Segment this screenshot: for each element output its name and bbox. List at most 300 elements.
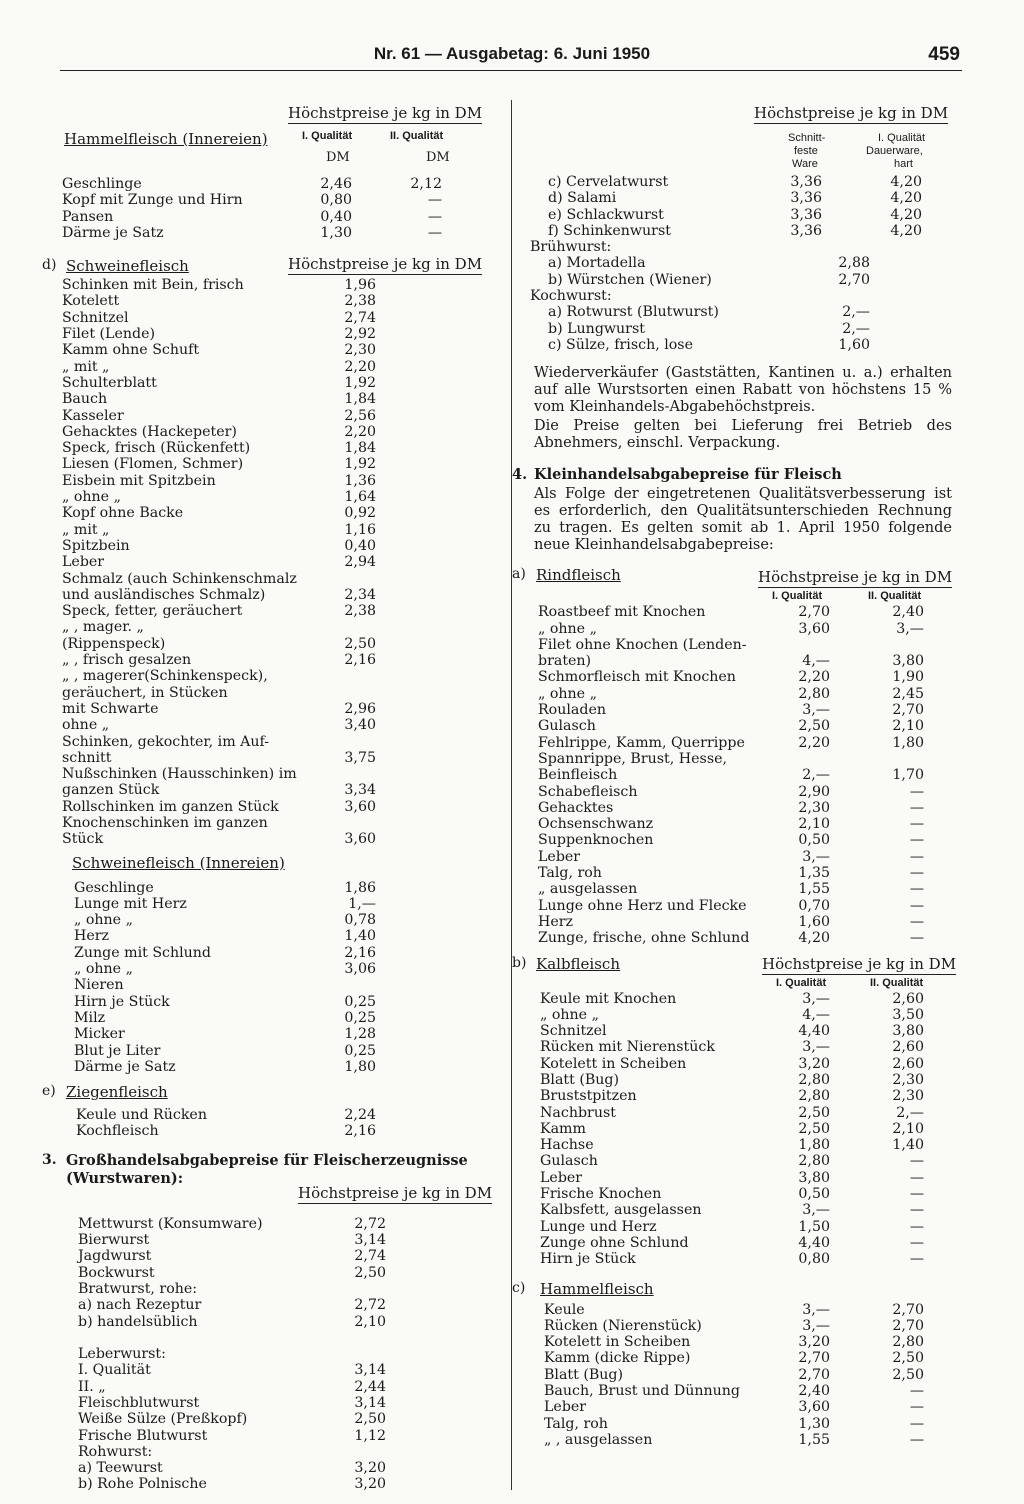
price-value: 2,94 [344,554,376,571]
price-value: 3,20 [354,1476,386,1493]
item-name: „ ohne „ [74,961,133,978]
item-name: „ ohne „ [62,489,121,506]
item-name: Keule und Rücken [76,1107,207,1124]
price-value: 3,— [802,1317,830,1334]
price-value: — [427,224,442,241]
price-value: 1,— [348,895,376,912]
item-name: Kopf mit Zunge und Hirn [62,192,243,209]
rind-header [510,564,960,604]
table-row [510,898,960,914]
section-4-text: Als Folge der eingetretenen Qualitätsverbesserung ist es erforderlich, den Qualitätsunterschieden Rechnung zu tragen. Es gelten somit ab 1. April 1950 folgende neue Kleinhandelsabgabepreise: [534,486,952,554]
item-name: „ , frisch gesalzen [62,652,192,669]
price-value: 2,50 [892,1350,924,1367]
price-value: 0,25 [344,1042,376,1059]
price-value: 2,45 [892,685,924,702]
table-row [510,1219,960,1235]
item-name: Keule mit Knochen [540,990,677,1007]
item-name: Kalbsfett, ausgelassen [540,1202,702,1219]
price-value: 2,40 [892,604,924,621]
item-name: Weiße Sülze (Preßkopf) [78,1411,248,1428]
price-value: — [427,192,442,209]
table-row [40,310,480,326]
rabatt-paragraph: Wiederverkäufer (Gaststätten, Kantinen u. a.) erhalten auf alle Wurstsorten einen Rabatt von höchstens 15 % vom Kleinhandels-Abgabehöchstpreis. [534,365,952,416]
table-row [40,587,480,603]
price-value: 1,96 [344,277,376,294]
price-value: 2,10 [892,1120,924,1137]
table-row [40,192,480,208]
item-name: Blatt (Bug) [540,1071,620,1088]
price-value: 1,60 [798,913,830,930]
price-value: 2,70 [798,1350,830,1367]
item-name: Milz [74,1009,106,1026]
item-name: Schnitzel [62,309,129,326]
item-name: d) Salami [548,190,617,207]
price-value: — [909,1234,924,1251]
item-name: Liesen (Flomen, Schmer) [62,456,244,473]
table-row [510,849,960,865]
lieferung-paragraph: Die Preise gelten bei Lieferung frei Betrieb des Abnehmers, einschl. Verpackung. [534,418,952,452]
price-value: 3,20 [354,1460,386,1477]
item-name: geräuchert, in Stücken [62,684,228,701]
price-value: 2,72 [354,1297,386,1314]
table-row [40,489,480,505]
hammel-list [510,1302,960,1449]
kalb-header [510,953,960,991]
table-row [510,1023,960,1039]
price-value: 1,80 [798,1137,830,1154]
price-value: 3,80 [892,1023,924,1040]
table-row [40,326,480,342]
item-name: „ ohne „ [538,620,597,637]
price-value: — [909,865,924,882]
price-value: 3,60 [798,620,830,637]
price-value: 2,20 [344,423,376,440]
price-value: 0,80 [320,192,352,209]
item-name: Leberwurst: [78,1346,166,1363]
item-name: Mettwurst (Konsumware) [78,1215,263,1232]
table-row [40,359,480,375]
section-label: Hammelfleisch (Innereien) [64,130,268,148]
table-row [40,440,480,456]
item-name: Herz [74,928,110,945]
table-row [40,880,480,896]
price-value: 2,46 [320,176,352,192]
price-header: Höchstpreise je kg in DM [754,104,949,122]
price-value: 1,92 [344,374,376,391]
table-row [40,391,480,407]
price-value: 2,16 [344,1123,376,1140]
table-row [510,881,960,897]
price-value: 2,80 [798,1088,830,1105]
table-row [510,930,960,946]
right-column [510,100,960,1448]
item-name: Kotelett in Scheiben [544,1334,691,1351]
item-name: Jagdwurst [78,1248,152,1265]
col2-line3: hart [894,158,913,170]
table-row [40,734,480,750]
item-name: Zunge mit Schlund [74,944,212,961]
item-name: Geschlinge [74,879,154,896]
item-name: Därme je Satz [74,1058,176,1075]
table-row [510,604,960,620]
bruehwurst-list [510,255,960,288]
price-value: 1,36 [344,472,376,489]
price-value: — [909,913,924,930]
table-row [510,686,960,702]
table-row [510,1105,960,1121]
table-row [40,538,480,554]
quality-2-label: II. Qualität [390,130,444,142]
price-value: 0,50 [798,832,830,849]
table-row [40,209,480,225]
price-value: 2,50 [798,1120,830,1137]
table-row [40,1476,480,1492]
item-name: Bratwurst, rohe: [78,1280,198,1297]
price-value: 1,80 [892,734,924,751]
price-value: 2,50 [798,1104,830,1121]
price-value: 3,14 [354,1395,386,1411]
price-value: 4,— [802,653,830,670]
col2-line2: Dauerware, [866,145,923,157]
price-value: 2,20 [798,669,830,686]
price-value: 2,70 [838,271,870,288]
price-value: — [909,848,924,865]
price-value: 3,36 [790,222,822,239]
item-name: Leber [544,1399,587,1416]
table-row [40,424,480,440]
price-value: 2,72 [354,1215,386,1232]
price-value: 2,50 [344,635,376,652]
price-value: 2,88 [838,255,870,272]
section-number: 3. [42,1151,57,1168]
item-name: Fehlrippe, Kamm, Querrippe [538,734,745,751]
price-value: 2,80 [798,1071,830,1088]
item-name: Schmalz (auch Schinkenschmalz [62,570,297,587]
table-row [40,636,480,652]
table-row [510,1235,960,1251]
price-header: Höchstpreise je kg in DM [298,1183,493,1202]
price-value: 3,— [802,1301,830,1318]
price-value: 2,56 [344,407,376,424]
table-row [510,1350,960,1366]
price-value: 4,40 [798,1023,830,1040]
price-value: 3,60 [798,1399,830,1416]
table-row [40,1123,480,1139]
table-row [40,1428,480,1444]
table-row [40,652,480,668]
item-name: Rücken (Nierenstück) [544,1317,702,1334]
quality-2-label: II. Qualität [870,976,924,989]
table-row [510,816,960,832]
table-row [40,668,480,684]
price-value: 2,20 [344,358,376,375]
price-value: 4,20 [890,174,922,190]
price-value: 2,50 [798,718,830,735]
item-name: Kamm (dicke Rippe) [544,1350,691,1367]
price-value: 2,92 [344,326,376,343]
item-name: Spannrippe, Brust, Hesse, [538,750,728,767]
item-name: Ochsenschwanz [538,816,654,833]
price-value: 2,50 [892,1366,924,1383]
table-row [510,1251,960,1267]
price-value: 1,55 [798,881,830,898]
item-name: Schulterblatt [62,374,157,391]
item-name: Leber [62,554,105,571]
item-name: Därme je Satz [62,224,164,241]
item-name: Schinken mit Bein, frisch [62,277,244,294]
item-name: Fleischblutwurst [78,1395,200,1411]
table-row [40,1248,480,1264]
price-value: 2,96 [344,700,376,717]
item-name: Schmorfleisch mit Knochen [538,669,736,686]
item-name: Geschlinge [62,176,142,192]
price-value: 2,60 [892,990,924,1007]
price-value: 2,30 [892,1088,924,1105]
price-value: 3,75 [344,749,376,766]
schwein-innereien-label: Schweinefleisch (Innereien) [72,853,285,872]
item-name: Keule [544,1301,585,1318]
price-value: 2,74 [344,309,376,326]
table-row [40,522,480,538]
section-label: Schweinefleisch [66,257,189,276]
item-name: Talg, roh [538,865,602,882]
item-name: b) handelsüblich [78,1313,198,1330]
price-value: 2,38 [344,603,376,620]
price-value: 2,70 [892,1317,924,1334]
price-value: 2,60 [892,1055,924,1072]
item-name: Speck, frisch (Rückenfett) [62,440,251,457]
item-name: „ , mager. „ [62,619,144,636]
item-name: ganzen Stück [62,782,160,799]
price-value: — [909,1218,924,1235]
price-value: 2,70 [892,702,924,719]
price-value: 2,44 [354,1378,386,1395]
price-value: 1,12 [354,1427,386,1444]
table-row [40,1043,480,1059]
price-value: 0,25 [344,1009,376,1026]
quality-1-label: I. Qualität [302,130,353,142]
price-value: 3,— [896,620,924,637]
table-row [510,1121,960,1137]
item-name: Schabefleisch [538,783,638,800]
price-value: 4,20 [890,190,922,207]
table-row [510,767,960,783]
price-value: 4,20 [798,930,830,947]
table-row [40,408,480,424]
item-name: und ausländisches Schmalz) [62,586,266,603]
hammel-innereien-header [40,100,483,176]
item-name: Frische Blutwurst [78,1427,208,1444]
left-column [40,100,493,1493]
table-row [510,1170,960,1186]
price-value: 3,— [802,848,830,865]
table-row [510,1153,960,1169]
item-name: Nieren [74,977,124,994]
price-value: 4,20 [890,222,922,239]
table-row [40,619,480,635]
price-value: 1,40 [892,1137,924,1154]
table-row [40,1107,480,1123]
item-name: Bruststpitzen [540,1088,637,1105]
price-value: 2,70 [798,1366,830,1383]
quality-2-label: II. Qualität [868,590,922,603]
section-3-header [40,1150,493,1208]
item-name: Hirn je Stück [540,1251,636,1268]
table-row [510,207,960,223]
item-name: b) Würstchen (Wiener) [548,271,712,288]
table-row [40,505,480,521]
schwein-header [40,251,483,277]
price-value: — [909,1415,924,1432]
price-value: 3,36 [790,190,822,207]
kochwurst-list [510,304,960,353]
wurst-header [510,100,960,174]
item-name: c) Cervelatwurst [548,174,669,190]
item-name: Kasseler [62,407,124,424]
table-row [510,735,960,751]
section-title: Kleinhandelsabgabepreise für Fleisch [534,466,842,484]
schwein-innereien-list [40,880,480,1076]
price-value: 2,10 [892,718,924,735]
item-name: Leber [540,1169,583,1186]
item-name: Schnitzel [540,1023,607,1040]
kochwurst-label: Kochwurst: [530,288,612,305]
price-value: 2,70 [798,604,830,621]
item-name: Blatt (Bug) [544,1366,624,1383]
item-name: Kamm ohne Schuft [62,342,200,359]
table-row [40,1297,480,1313]
price-value: 3,06 [344,961,376,978]
col1-line2: feste [794,145,818,157]
item-name: c) Sülze, frisch, lose [548,336,693,353]
ziege-header [40,1081,480,1103]
table-row [40,277,480,293]
ziege-list [40,1107,480,1140]
section-letter: e) [42,1083,56,1100]
hammel-header [510,1278,960,1302]
item-name: Pansen [62,208,114,225]
price-value: 2,38 [344,293,376,310]
table-row [40,1265,480,1281]
section-title: Großhandelsabgabepreise für Fleischerzeugnisse [66,1151,468,1169]
item-name: „ ohne „ [540,1006,599,1023]
table-row [40,994,480,1010]
item-name: II. „ [78,1378,106,1395]
price-value: 1,84 [344,391,376,408]
table-row [510,637,960,653]
item-name: Bauch, Brust und Dünnung [544,1383,740,1400]
item-name: Zunge ohne Schlund [540,1234,689,1251]
price-value: 3,80 [892,653,924,670]
table-row [510,304,960,320]
item-name: „ ohne „ [538,685,597,702]
price-value: 2,— [896,1104,924,1121]
wurst-list-a [510,174,960,239]
schwein-list [40,277,480,847]
table-row [40,912,480,928]
price-value: 3,— [802,1202,830,1219]
table-row [510,1367,960,1383]
section-letter: d) [42,257,57,274]
item-name: braten) [538,653,592,670]
table-row [510,832,960,848]
price-value: 1,50 [798,1218,830,1235]
table-row [40,1330,480,1346]
table-row [510,1318,960,1334]
price-header: Höchstpreise je kg in DM [758,568,953,587]
price-value: 4,40 [798,1234,830,1251]
price-value: — [909,881,924,898]
item-name: „ ohne „ [74,912,133,929]
item-name: schnitt [62,749,112,766]
price-value: 2,10 [354,1313,386,1330]
price-value: 1,90 [892,669,924,686]
item-name: Rouladen [538,702,606,719]
page-title: Nr. 61 — Ausgabetag: 6. Juni 1950 [373,44,651,63]
table-row [40,225,480,241]
table-row [510,669,960,685]
table-row [40,1010,480,1026]
table-row [510,321,960,337]
price-value: 0,40 [344,537,376,554]
price-value: 2,60 [892,1039,924,1056]
table-row [40,1026,480,1042]
table-row [510,1039,960,1055]
item-name: Rohwurst: [78,1443,153,1460]
price-value: 3,40 [344,717,376,734]
table-row [40,1281,480,1297]
price-value: 2,50 [354,1264,386,1281]
price-value: 1,28 [344,1026,376,1043]
table-row [40,782,480,798]
item-name: ohne „ [62,717,110,734]
table-row [40,831,480,847]
item-name: Lunge mit Herz [74,895,187,912]
price-value: 3,— [802,990,830,1007]
table-row [40,799,480,815]
price-value: — [909,1383,924,1400]
price-value: 2,16 [344,944,376,961]
item-name: Blut je Liter [74,1042,161,1059]
table-row [40,945,480,961]
table-row [510,272,960,288]
item-name: „ , ausgelassen [544,1431,653,1448]
item-name: a) Mortadella [548,255,646,272]
price-value: 1,86 [344,879,376,896]
table-row [40,928,480,944]
table-row [40,1232,480,1248]
section-number: 4. [512,466,528,484]
item-name: Leber [538,848,581,865]
table-row [510,718,960,734]
section-letter: a) [512,566,526,583]
item-name: Kochfleisch [76,1123,159,1140]
item-name: Gulasch [540,1153,598,1170]
table-row [510,1383,960,1399]
dm-1-label: DM [326,150,350,165]
price-value: 1,60 [838,336,870,353]
price-value: 4,20 [890,206,922,223]
price-value: — [909,799,924,816]
price-value: 2,50 [354,1411,386,1428]
table-row [40,750,480,766]
item-name: „ ausgelassen [538,881,638,898]
price-header: Höchstpreise je kg in DM [288,104,483,122]
table-row [510,800,960,816]
price-value: 0,78 [344,912,376,929]
price-value: 1,55 [798,1431,830,1448]
table-row [510,223,960,239]
